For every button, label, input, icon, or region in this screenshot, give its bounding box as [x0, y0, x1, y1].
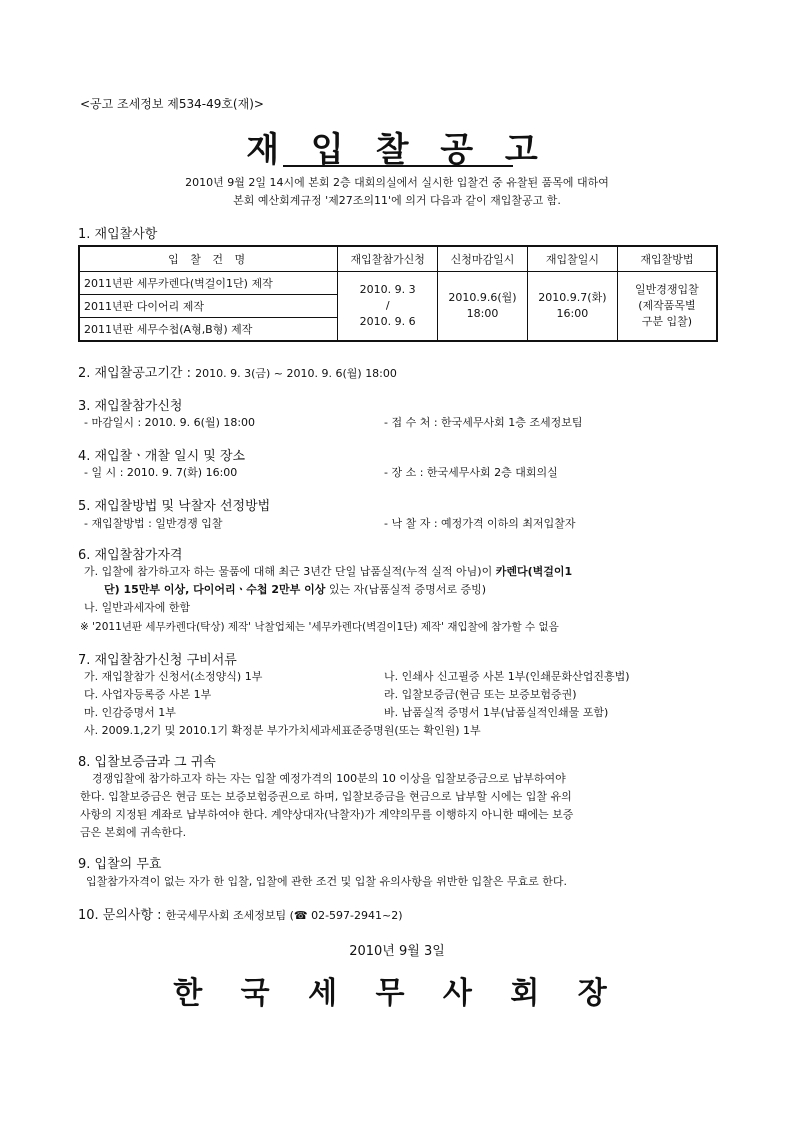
ga-text-1: 가. 입찰에 참가하고자 하는 물품에 대해 최근 3년간 단일 납품실적(누적 실적 아님)이 [84, 565, 496, 578]
ga-text-2-bold: 단) 15만부 이상, 다이어리ㆍ수첩 2만부 이상 [104, 583, 326, 596]
section-10-value: 한국세무사회 조세정보팀 (☎ 02-597-2941~2) [165, 909, 403, 922]
method-line-1: 일반경쟁입찰 [635, 283, 699, 296]
section-3-deadline: - 마감일시 : 2010. 9. 6(월) 18:00 [84, 416, 256, 429]
method-line-3: 구분 입찰) [641, 315, 693, 328]
section-7-item-na: 나. 인쇄사 신고필증 사본 1부(인쇄문화산업진흥법) [384, 670, 630, 683]
notice-title: 재 입 찰 공 고 [246, 130, 548, 170]
item-diary: 2011년판 다이어리 제작 [79, 295, 338, 318]
signature: 한 국 세 무 사 회 장 [173, 976, 621, 1011]
section-4-place: - 장 소 : 한국세무사회 2층 대회의실 [384, 466, 558, 479]
section-3-reception: - 접 수 처 : 한국세무사회 1층 조세정보팀 [384, 416, 583, 429]
intro-line-2: 본회 예산회계규정 '제27조의11'에 의거 다음과 같이 재입찰공고 함. [233, 194, 561, 207]
deadline-date: 2010.9.6(월) [448, 291, 517, 304]
header-apply: 재입찰참가신청 [338, 246, 438, 272]
section-6-note: ※ '2011년판 세무카렌다(탁상) 제작' 낙찰업체는 '세무카렌다(벽걸이1단) 제작' 재입찰에 참가할 수 없음 [80, 621, 559, 633]
section-6-heading: 6. 재입찰참가자격 [78, 548, 183, 563]
header-deadline: 신청마감일시 [438, 246, 528, 272]
section-9-heading: 9. 입찰의 무효 [78, 857, 162, 872]
section-7-item-ma: 마. 인감증명서 1부 [84, 706, 176, 719]
section-6-na: 나. 일반과세자에 한함 [84, 601, 191, 614]
section-8-line-2: 한다. 입찰보증금은 현금 또는 보증보험증권으로 하며, 입찰보증금을 현금으로 납부할 시에는 입찰 유의 [80, 790, 572, 803]
bid-datetime-cell [527, 272, 617, 342]
section-7-item-da: 다. 사업자등록증 사본 1부 [84, 688, 212, 701]
bid-table-header [79, 246, 717, 272]
section-1-heading: 1. 재입찰사항 [78, 227, 158, 242]
section-7-item-sa: 사. 2009.1,2기 및 2010.1기 확정분 부가가치세과세표준증명원(또는 확인원) 1부 [84, 724, 481, 737]
deadline-cell [438, 272, 528, 342]
section-6-ga-line-2 [104, 581, 486, 597]
section-5-winner: - 낙 찰 자 : 예정가격 이하의 최저입찰자 [384, 517, 576, 530]
apply-end: 2010. 9. 6 [359, 315, 416, 328]
section-8-line-4: 금은 본회에 귀속한다. [80, 826, 187, 839]
section-10-heading: 10. 문의사항 : [78, 908, 162, 923]
apply-start: 2010. 9. 3 [359, 283, 416, 296]
section-10 [78, 904, 403, 923]
bid-date: 2010.9.7(화) [538, 291, 607, 304]
deadline-time: 18:00 [466, 307, 499, 320]
section-6-ga-line-1 [84, 563, 572, 579]
header-item-name: 입 찰 건 명 [79, 246, 338, 272]
bid-time: 16:00 [556, 307, 589, 320]
section-8-line-3: 사항의 지정된 계좌로 납부하여야 한다. 계약상대자(낙찰자)가 계약의무를 이행하지 아니한 때에는 보증 [80, 808, 574, 821]
ga-text-1-bold: 카렌다(벽걸이1 [495, 565, 573, 578]
title-underline [283, 165, 513, 167]
method-line-2: (제작품목별 [638, 299, 696, 312]
header-bid-datetime: 재입찰일시 [527, 246, 617, 272]
header-method: 재입찰방법 [617, 246, 717, 272]
section-8-heading: 8. 입찰보증금과 그 귀속 [78, 755, 216, 770]
method-cell [617, 272, 717, 342]
section-7-item-ba: 바. 납품실적 증명서 1부(납품실적인쇄물 포함) [384, 706, 609, 719]
section-7-item-ga: 가. 재입찰참가 신청서(소정양식) 1부 [84, 670, 263, 683]
section-4-heading: 4. 재입찰ㆍ개찰 일시 및 장소 [78, 449, 246, 464]
notice-number: <공고 조세정보 제534-49호(재)> [80, 97, 264, 111]
intro-line-1: 2010년 9월 2일 14시에 본회 2층 대회의실에서 실시한 입찰건 중 유찰된 품목에 대하여 [185, 176, 609, 189]
section-3-heading: 3. 재입찰참가신청 [78, 399, 183, 414]
table-row [79, 272, 717, 295]
ga-text-2: 있는 자(납품실적 증명서로 증빙) [325, 583, 487, 596]
item-calendar: 2011년판 세무카렌다(벽걸이1단) 제작 [79, 272, 338, 295]
section-9-text: 입찰참가자격이 없는 자가 한 입찰, 입찰에 관한 조건 및 입찰 유의사항을 위반한 입찰은 무효로 한다. [86, 875, 567, 888]
apply-period-cell [338, 272, 438, 342]
section-5-heading: 5. 재입찰방법 및 낙찰자 선정방법 [78, 499, 271, 514]
apply-separator: / [385, 299, 390, 312]
section-7-heading: 7. 재입찰참가신청 구비서류 [78, 653, 237, 668]
section-2-value: 2010. 9. 3(금) ~ 2010. 9. 6(월) 18:00 [195, 367, 397, 380]
section-7-item-ra: 라. 입찰보증금(현금 또는 보증보험증권) [384, 688, 577, 701]
bid-table [78, 245, 718, 342]
section-8-line-1: 경쟁입찰에 참가하고자 하는 자는 입찰 예정가격의 100분의 10 이상을 입찰보증금으로 납부하여야 [92, 772, 566, 785]
section-2 [78, 362, 397, 381]
item-tax-notebook: 2011년판 세무수첩(A형,B형) 제작 [79, 318, 338, 342]
section-2-heading: 2. 재입찰공고기간 : [78, 366, 191, 381]
section-4-datetime: - 일 시 : 2010. 9. 7(화) 16:00 [84, 466, 238, 479]
section-5-method: - 재입찰방법 : 일반경쟁 입찰 [84, 517, 223, 530]
notice-date: 2010년 9월 3일 [349, 944, 445, 959]
